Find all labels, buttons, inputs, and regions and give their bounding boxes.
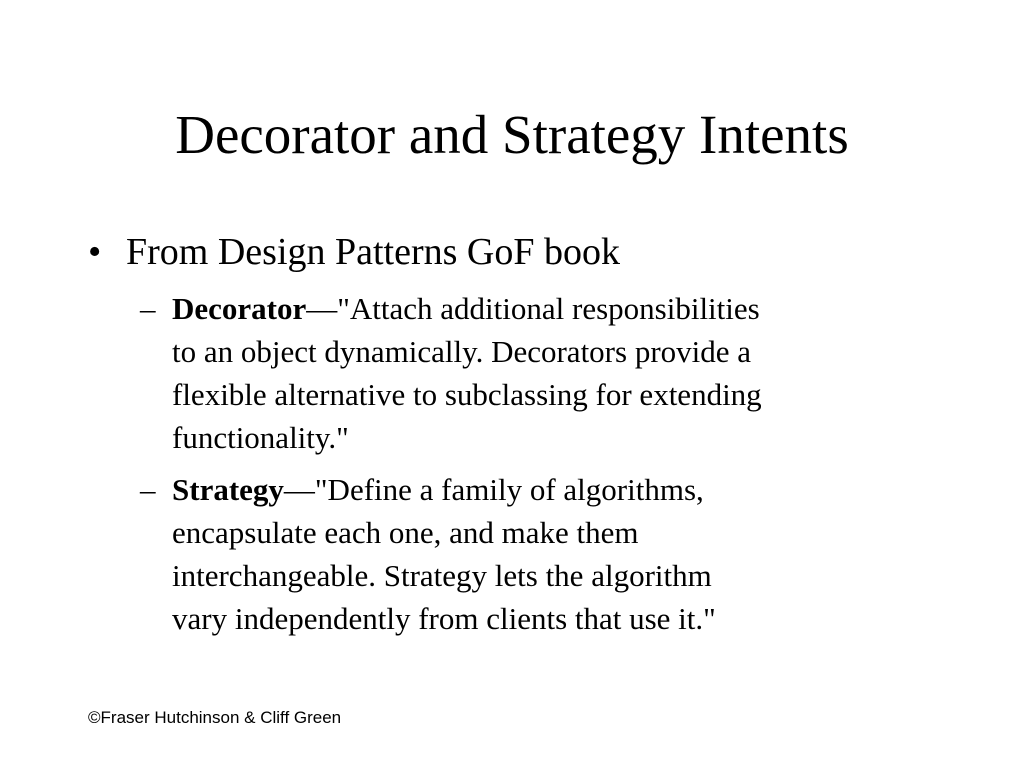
subbullet-body [172, 468, 942, 640]
subbullet-body [172, 287, 942, 459]
definition-line: functionality." [172, 420, 349, 455]
slide-title: Decorator and Strategy Intents [175, 104, 849, 165]
subbullet-line [172, 468, 942, 511]
term-separator: — [306, 291, 338, 326]
subbullet-dash: – [140, 472, 156, 507]
bullet-marker: • [88, 231, 102, 273]
definition-line: interchangeable. Strategy lets the algorithm [172, 558, 712, 593]
definition-line: encapsulate each one, and make them [172, 515, 639, 550]
definition-line: vary independently from clients that use it." [172, 601, 716, 636]
definition-line: to an object dynamically. Decorators provide a [172, 334, 752, 369]
term-decorator: Decorator [172, 291, 307, 326]
copyright-footer: ©Fraser Hutchinson & Cliff Green [88, 708, 342, 727]
bullet-text: From Design Patterns GoF book [126, 231, 620, 273]
definition-line: "Attach additional responsibilities [337, 291, 760, 326]
term-strategy: Strategy [172, 472, 284, 507]
subbullet-line [172, 287, 942, 330]
definition-line: "Define a family of algorithms, [314, 472, 704, 507]
subbullet-dash: – [140, 291, 156, 326]
term-separator: — [283, 472, 315, 507]
definition-line: flexible alternative to subclassing for extending [172, 377, 762, 412]
